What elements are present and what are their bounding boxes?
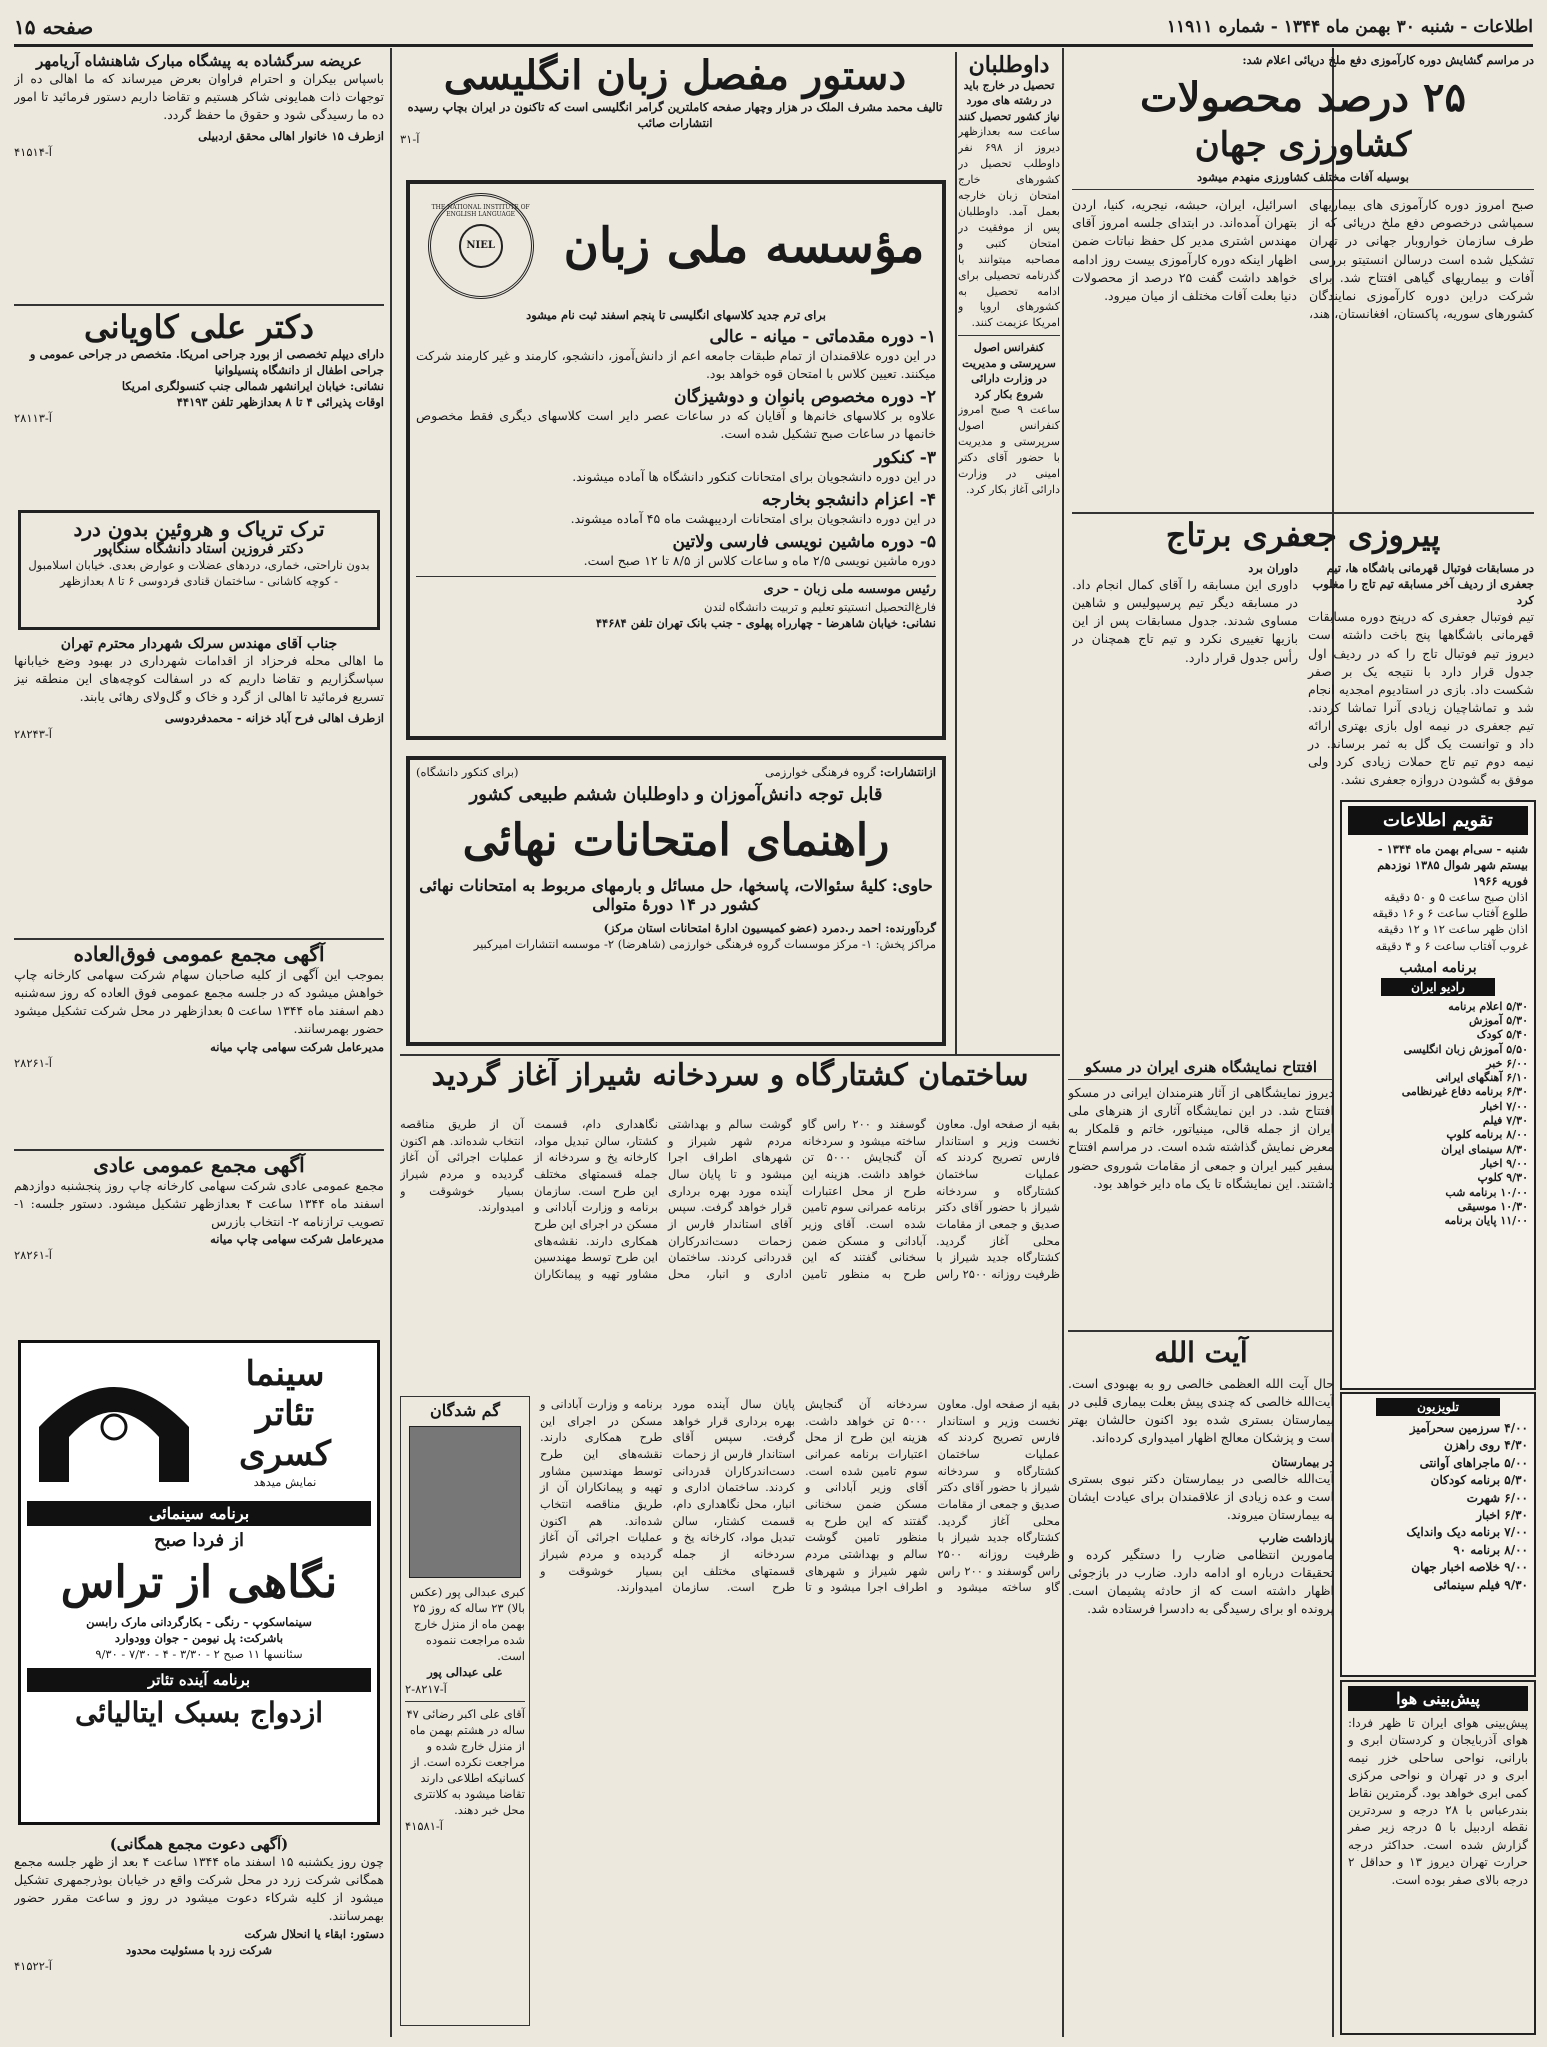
missing-person-photo xyxy=(409,1426,521,1578)
shiraz-headline: ساختمان کشتارگاه و سردخانه شیراز آغاز گردید xyxy=(431,1058,1029,1093)
letter-title: جناب آقای مهندس سرلک شهردار محترم تهران xyxy=(60,636,338,652)
institute-item-text: علاوه بر کلاسهای خانم‌ها و آقایان که در ساعات عصر دایر است کلاسهای دیگری فقط مخصوص خانمها در ساعات صبح تشکیل شده است. xyxy=(416,408,936,442)
exhibit-article xyxy=(1068,1058,1334,1328)
cinema-arch-icon xyxy=(29,1357,199,1487)
radio-program-item: ۱۰/۳۰ موسیقی xyxy=(1457,1199,1528,1213)
cinema-logo xyxy=(27,1357,199,1487)
institute-items xyxy=(416,327,936,570)
meeting-2-signature: مدیرعامل شرکت سهامی چاپ میانه xyxy=(210,1232,384,1247)
grammar-ad xyxy=(400,52,950,177)
missing-code-2: آ-۴۱۵۸۱ xyxy=(405,1819,443,1834)
radio-program-item: ۹/۳۰ کلوپ xyxy=(1477,1171,1528,1185)
divider xyxy=(400,1054,1060,1056)
cinema-next-label: برنامه آینده تئاتر xyxy=(27,1668,371,1692)
institute-ad xyxy=(406,180,946,740)
meeting-2-code: آ-۲۸۲۶۱ xyxy=(14,1248,52,1263)
radio-program-item: ۵/۳۰ اعلام برنامه xyxy=(1448,999,1528,1013)
tv-program-item: ۷/۰۰ برنامه دیک واندایک xyxy=(1406,1525,1528,1540)
institute-logo-initials: NIEL xyxy=(459,224,503,268)
agri-kicker: در مراسم گشایش دوره کارآموزی دفع ملخ دریائی اعلام شد: xyxy=(1242,53,1534,67)
exam-title: راهنمای امتحانات نهائی xyxy=(462,815,890,867)
cinema-next-film: ازدواج بسبک ایتالیائی xyxy=(74,1696,324,1730)
agri-body: صبح امروز دوره کارآموزی های بیماریهای سمپاشی درخصوص دفع ملخ دریائی که از طرف سازمان خواروبار جهانی در تهران تشکیل شده است درسالن انستیتو بررسی آفات و بیماریهای گیاهی افتتاح شد. برای شرکت دراین دوره کارآموزی نمایندگان کشورهای سوریه، پاکستان، افغانستان، هند، اسرائیل، ایران، حبشه، نیجریه، کنیا، اردن بتهران آمده‌اند. در ابتدای جلسه امروز آقای مهندس اشتری مدیر کل حفظ نباتات ضمن اظهار اینکه دوره کارآموزی بیست روز ادامه خواهد داشت گفت ۲۵ درصد از محصولات دنیا بعلت آفات مختلف از میان میرود. xyxy=(1072,197,1534,321)
cinema-credits: سینماسکوپ - رنگی - بکارگردانی مارک رابسن xyxy=(86,1615,312,1629)
tv-program-item: ۹/۳۰ فیلم سینمائی xyxy=(1433,1577,1528,1592)
doctor-name: دکتر علی کاویانی xyxy=(83,308,315,346)
meeting-2-title: آگهی مجمع عمومی عادی xyxy=(93,1153,305,1177)
tv-box xyxy=(1340,1392,1536,1677)
ayatollah-headline: آیت الله xyxy=(1154,1336,1248,1369)
tv-list xyxy=(1348,1420,1528,1594)
missing-text: کبری عبدالی پور (عکس بالا) ۲۳ ساله که روز ۲۵ بهمن ماه از منزل خارج شده مراجعت ننموده است. xyxy=(410,1585,525,1664)
meeting-ad-1 xyxy=(14,942,384,1147)
volunteers-article xyxy=(958,52,1060,1052)
shiraz-body-2: بقیه از صفحه اول. معاون نخست وزیر و استاندار فارس تصریح کردند که عملیات ساختمان کشتارگاه و سردخانه شیراز با حضور آقای دکتر صدیق و جمعی از مقامات محلی آغاز گردید. کشتارگاه جدید شیراز با ظرفیت روزانه ۲۵۰۰ راس گوسفند و ۲۰۰ راس گاو ساخته میشود و سردخانه آن گنجایش ۵۰۰۰ تن خواهد داشت. هزینه این طرح از محل اعتبارات برنامه عمرانی سوم تامین شده است. آقای وزیر آبادانی و مسکن ضمن سخنانی گفتند که این طرح به منظور تامین گوشت سالم و بهداشتی مردم شهر شیراز و شهرهای اطراف اجرا میشود و تا پایان سال آینده مورد بهره برداری قرار خواهد گرفت. سپس آقای استاندار فارس از زحمات دست‌اندرکاران قدردانی کردند. ساختمان اداری و انبار، محل نگاهداری دام، قسمت کشتار، سالن تبدیل مواد، کارخانه یخ و سردخانه از جمله قسمتهای مختلف این طرح است. سازمان برنامه و وزارت آبادانی و مسکن در اجرای این طرح همکاری دارند. نقشه‌های این طرح توسط مهندسین مشاور تهیه و پیمانکاران آن از طریق مناقصه انتخاب شده‌اند. هم اکنون عملیات اجرائی آن آغاز گردیده و مردم شیراز بسیار خوشوقت و امیدوارند. xyxy=(540,1397,1060,1595)
invite-ad xyxy=(14,1835,384,2035)
tv-program-item: ۵/۳۰ برنامه کودکان xyxy=(1430,1473,1528,1488)
doctor-address: نشانی: خیابان ایرانشهر شمالی جنب کنسولگری امریکا xyxy=(121,379,384,394)
ayatollah-body: حال آیت الله العظمی خالصی رو به بهبودی است. آیت‌الله خالصی که چندی پیش بعلت بیماری قلبی در بیمارستان بستری شده بود اکنون حالشان بهتر است و پزشکان معالج اظهار امیدواری کرده‌اند. xyxy=(1068,1376,1334,1446)
radio-program-item: ۹/۰۰ اخبار xyxy=(1480,1156,1528,1170)
missing-name: علی عبدالی پور xyxy=(427,1665,503,1680)
cinema-film-title: نگاهی از تراس xyxy=(60,1557,338,1608)
volunteers-subhead: تحصیل در خارج باید در رشته های مورد نیاز کشور تحصیل کنند xyxy=(958,79,1060,123)
exam-guide-ad xyxy=(406,756,946,1046)
missing-text-2: آقای علی اکبر رضائی ۴۷ ساله در هشتم بهمن ماه از منزل خارج شده و مراجعت نکرده است. از کسانیکه اطلاعی دارند تقاضا میشود به کلانتری محل خبر دهند. xyxy=(405,1701,525,1819)
divider xyxy=(14,938,384,940)
cinema-ad xyxy=(18,1340,380,1825)
publisher-name: گروه فرهنگی خوارزمی xyxy=(765,765,877,779)
institute-item-heading: ۲- دوره مخصوص بانوان و دوشیزگان xyxy=(674,387,936,408)
letter-ad xyxy=(14,636,384,936)
page-header xyxy=(14,10,1533,47)
radio-program-item: ۶/۳۰ برنامه دفاع غیرنظامی xyxy=(1401,1085,1528,1099)
meeting-1-title: آگهی مجمع عمومی فوق‌العاده xyxy=(73,942,325,966)
radio-program-item: ۱۱/۰۰ پایان برنامه xyxy=(1444,1214,1528,1228)
football-body: تیم فوتبال جعفری که درپنج دوره مسابقات قهرمانی باشگاهها پنج باخت داشته است دیروز تیم فوتبال تاج را که در ردیف اول جدول قرار دارد با نتیجه یک بر صفر شکست داد. بازی در استادیوم امجدیه انجام شد و تماشاچیان زیادی آنرا تماشا کردند. تیم جعفری در نیمه اول بازی بهتری ارائه داد و توانست یک گل به ثمر برساند. در نیمه دوم تیم تاج حملات زیادی کرد ولی موفق به گشودن دروازه جعفری نشد. xyxy=(1308,609,1534,788)
divider xyxy=(14,304,384,306)
header-issue: اطلاعات - شنبه ۳۰ بهمن ماه ۱۳۴۴ - شماره ۱۱۹۱۱ xyxy=(1166,17,1533,37)
ayatollah-article xyxy=(1068,1336,1334,2036)
tv-program-item: ۹/۰۰ خلاصه اخبار جهان xyxy=(1411,1560,1528,1575)
letter-signature: ازطرف اهالی فرح آباد خزانه - محمدفردوسی xyxy=(164,711,384,726)
almanac-box xyxy=(1340,800,1536,1390)
tonight-title: برنامه امشب xyxy=(1399,959,1477,976)
institute-logo-text: THE NATIONAL INSTITUTE OF ENGLISH LANGUAGE xyxy=(431,203,530,218)
institute-item-text: در این دوره دانشجویان برای امتحانات اردیبهشت ماه ۴۵ آماده میشوند. xyxy=(570,510,936,526)
shiraz-article xyxy=(400,1116,1060,2036)
cinema-name-3: کسری xyxy=(239,1433,331,1474)
volunteers-headline: داوطلبان xyxy=(968,52,1050,78)
tv-program-item: ۴/۳۰ روی راهزن xyxy=(1444,1438,1528,1453)
conference-body: ساعت ۹ صبح امروز کنفرانس اصول سرپرستی و مدیریت با حضور آقای دکتر امینی در وزارت دارائی آغاز بکار کرد. xyxy=(958,402,1060,496)
doctor-hours: اوقات پذیرائی ۴ تا ۸ بعدازظهر تلفن ۴۴۱۹۳ xyxy=(176,395,384,410)
agri-subhead: بوسیله آفات مختلف کشاورزی منهدم میشود xyxy=(1072,165,1534,190)
conference-headline: کنفرانس اصول سرپرستی و مدیریت در وزارت دارائی شروع بکار کرد xyxy=(958,335,1060,402)
doctor-body: دارای دیپلم تخصصی از بورد جراحی امریکا. متخصص در جراحی عمومی و جراحی اطفال از دانشگاه پنسیلوانیا xyxy=(29,347,384,378)
ayatollah-body-3: مامورین انتظامی ضارب را دستگیر کرده و تحقیقات درباره او ادامه دارد. ضارب در بازجوئی اظهار داشته است که از حادثه پشیمان است. پرونده او برای رسیدگی به دادسرا فرستاده شد. xyxy=(1068,1547,1334,1617)
tv-program-item: ۵/۰۰ ماجراهای آوانتی xyxy=(1419,1455,1528,1470)
institute-address: نشانی: خیابان شاهرضا - چهارراه پهلوی - جنب بانک تهران تلفن ۴۴۶۸۴ xyxy=(595,616,936,631)
tv-program-item: ۶/۰۰ شهرت xyxy=(1466,1490,1528,1505)
weather-title: پیش‌بینی هوا xyxy=(1348,1686,1528,1711)
almanac-line: غروب آفتاب ساعت ۶ و ۴ دقیقه xyxy=(1375,938,1528,953)
radio-program-item: ۶/۱۰ آهنگهای ایرانی xyxy=(1435,1071,1528,1085)
shiraz-body: بقیه از صفحه اول. معاون نخست وزیر و استاندار فارس تصریح کردند که عملیات ساختمان کشتارگاه و سردخانه شیراز با حضور آقای دکتر صدیق و جمعی از مقامات محلی آغاز گردید. کشتارگاه جدید شیراز با ظرفیت روزانه ۲۵۰۰ راس گوسفند و ۲۰۰ راس گاو ساخته میشود و سردخانه آن گنجایش ۵۰۰۰ تن خواهد داشت. هزینه این طرح از محل اعتبارات برنامه عمرانی سوم تامین شده است. آقای وزیر آبادانی و مسکن ضمن سخنانی گفتند که این طرح به منظور تامین گوشت سالم و بهداشتی مردم شهر شیراز و شهرهای اطراف اجرا میشود و تا پایان سال آینده مورد بهره برداری قرار خواهد گرفت. سپس آقای استاندار فارس از زحمات دست‌اندرکاران قدردانی کردند. ساختمان اداری و انبار، محل نگاهداری دام، قسمت کشتار، سالن تبدیل مواد، کارخانه یخ و سردخانه از جمله قسمتهای مختلف این طرح است. سازمان برنامه و وزارت آبادانی و مسکن در اجرای این طرح همکاری دارند. نقشه‌های این طرح توسط مهندسین مشاور تهیه و پیمانکاران آن از طریق مناقصه انتخاب شده‌اند. هم اکنون عملیات اجرائی آن آغاز گردیده و مردم شیراز بسیار خوشوقت و امیدوارند. xyxy=(400,1117,1060,1282)
header-page-number: صفحه ۱۵ xyxy=(14,15,94,39)
invite-body: چون روز یکشنبه ۱۵ اسفند ماه ۱۳۴۴ ساعت ۴ بعد از ظهر جلسه مجمع همگانی شرکت زرد در محل شرکت واقع در خیابان بوذرجمهری تشکیل میشود از کلیه شرکاء دعوت میشود در روز و ساعت مقرر حضور بهمرسانند. xyxy=(14,1854,384,1924)
petition-code: آ-۴۱۵۱۴ xyxy=(14,145,52,160)
addiction-ad xyxy=(18,510,380,630)
addiction-body: بدون ناراحتی، خماری، دردهای عضلات و عوارض بعدی. خیابان اسلامبول - کوچه کاشانی - ساختمان قنادی فردوسی ۶ تا ۸ بعدازظهر xyxy=(28,558,370,589)
addiction-title: ترک تریاک و هروئین بدون درد xyxy=(73,517,325,541)
agri-article xyxy=(1072,52,1534,512)
radio-program-item: ۸/۳۰ سینمای ایران xyxy=(1441,1142,1528,1156)
tv-label: تلویزیون xyxy=(1376,1398,1500,1416)
institute-item-heading: ۱- دوره مقدماتی - میانه - عالی xyxy=(709,327,936,348)
column-rule xyxy=(390,48,392,2037)
meeting-1-code: آ-۲۸۲۶۱ xyxy=(14,1055,52,1070)
divider xyxy=(14,1149,384,1151)
radio-list xyxy=(1348,1000,1528,1229)
institute-director: رئیس موسسه ملی زبان - حری xyxy=(763,581,936,597)
almanac-header: تقویم اطلاعات xyxy=(1348,806,1528,835)
invite-company: شرکت زرد با مسئولیت محدود xyxy=(125,1942,273,1957)
cinema-from: از فردا صبح xyxy=(153,1530,245,1551)
shiraz-body-continued xyxy=(540,1396,1060,2026)
meeting-ad-2 xyxy=(14,1153,384,1333)
institute-name: مؤسسه ملی زبان xyxy=(563,217,925,274)
letter-code: آ-۲۸۲۴۳ xyxy=(14,727,52,742)
ayatollah-body-2: آیت‌الله خالصی در بیمارستان دکتر نبوی بستری است و عده زیادی از علاقمندان برای عیادت ایشان به بیمارستان میروند. xyxy=(1068,1470,1334,1522)
weather-body: پیش‌بینی هوای ایران تا ظهر فردا: هوای آذربایجان و کردستان ابری و بارانی، نواحی ساحلی خزر نیمه ابری و در تهران و نواحی مرکزی کمی ابری خواهد بود. گرمترین نقاط بندرعباس با ۲۸ درجه و سردترین نقطه اردبیل با ۵ درجه زیر صفر گزارش شده است. حداکثر درجه حرارت تهران دیروز ۱۳ و حداقل ۲ درجه بالای صفر بوده است. xyxy=(1348,1716,1528,1887)
exam-note: (برای کنکور دانشگاه) xyxy=(416,765,519,779)
almanac-line: اذان صبح ساعت ۵ و ۵۰ دقیقه xyxy=(1383,890,1528,905)
football-headline: پیروزی جعفری برتاج xyxy=(1165,516,1441,554)
radio-program-item: ۷/۳۰ فیلم xyxy=(1482,1114,1528,1128)
institute-item-heading: ۵- دوره ماشین نویسی فارسی ولاتین xyxy=(672,531,936,552)
radio-program-item: ۷/۰۰ اخبار xyxy=(1480,1099,1528,1113)
institute-degree: فارغ‌التحصیل انستیتو تعلیم و تربیت دانشگاه لندن xyxy=(704,600,936,615)
missing-title: گم شدگان xyxy=(430,1401,500,1420)
publisher-label: ازانتشارات: xyxy=(879,765,936,779)
meeting-2-body: مجمع عمومی عادی شرکت سهامی کارخانه چاپ روز پنجشنبه دوازدهم اسفند ماه ۱۳۴۴ ساعت ۴ بعدازظهر تشکیل میشود. دستور جلسه: ۱- تصویب ترازنامه ۲- انتخاب بازرس xyxy=(14,1178,384,1230)
tv-program-item: ۶/۳۰ اخبار xyxy=(1476,1507,1528,1522)
almanac-line: اذان ظهر ساعت ۱۲ و ۱۲ دقیقه xyxy=(1377,922,1528,937)
tv-program-item: ۸/۰۰ برنامه ۹۰ xyxy=(1453,1542,1528,1557)
letter-body: ما اهالی محله فرحزاد از اقدامات شهرداری در بهبود وضع خیابانها سپاسگزاریم و تقاضا داریم که در اسفالت کوچه‌های این منطقه نیز تسریع فرمائید تا اهالی از گرد و خاک و گل‌ولای رهائی یابند. xyxy=(14,653,384,705)
football-subhead-2: داوران برد xyxy=(1248,561,1298,575)
institute-item-text: در این دوره علاقمندان از تمام طبقات جامعه اعم از دانش‌آموز، دانشجو، کارمند و غیر کارمند شرکت میکنند. تعیین کلاس با امتحان قوه خواهد بود. xyxy=(416,348,936,382)
petition-ad xyxy=(14,52,384,302)
football-article xyxy=(1072,516,1534,796)
cinema-name-1: سینما xyxy=(245,1353,325,1394)
institute-item-text: در این دوره دانشجویان برای امتحانات کنکور دانشگاه ها آماده میشوند. xyxy=(572,468,936,484)
cinema-name-2: تئاتر xyxy=(255,1393,315,1434)
shiraz-headline-block xyxy=(400,1058,1060,1112)
doctor-ad xyxy=(14,308,384,508)
institute-logo xyxy=(428,193,534,299)
almanac-date: شنبه - سی‌ام بهمن ماه ۱۳۴۴ - بیستم شهر شوال ۱۳۸۵ نوزدهم فوریه ۱۹۶۶ xyxy=(1377,842,1528,889)
ayatollah-subhead: در بیمارستان xyxy=(1271,1454,1334,1469)
football-body-2: داوری این مسابقه را آقای کمال انجام داد. در مسابقه دیگر تیم پرسپولیس و شاهین مساوی شدند. جدول مسابقات پس از این بازیها تغییری نکرد و تیم تاج همچنان در رأس جدول قرار دارد. xyxy=(1072,577,1298,665)
institute-intro: برای ترم جدید کلاسهای انگلیسی تا پنجم اسفند ثبت نام میشود xyxy=(526,308,826,322)
radio-program-item: ۸/۰۰ برنامه کلوپ xyxy=(1446,1128,1528,1142)
weather-box xyxy=(1340,1680,1536,2035)
volunteers-body: ساعت سه بعدازظهر دیروز از ۶۹۸ نفر داوطلب تحصیل در کشورهای خارج امتحان زبان خارجه بعمل آمد. داوطلبان پس از موفقیت در امتحان کتبی و مصاحبه میتوانند با گذرنامه تحصیلی برای ادامه تحصیل به کشورهای اروپا و امریکا عزیمت کنند. xyxy=(958,125,1060,330)
exam-author: گردآورنده: احمد ر.دمرد (عضو کمیسیون ادارهٔ امتحانات استان مرکز) xyxy=(603,921,936,936)
cinema-cast: باشرکت: پل نیومن - جوان وودوارد xyxy=(114,1631,284,1646)
tv-program-item: ۴/۰۰ سرزمین سحرآمیز xyxy=(1409,1421,1528,1435)
missing-box xyxy=(400,1396,530,2026)
cinema-program: برنامه سینمائی xyxy=(27,1501,371,1526)
invite-agenda: دستور: ابقاء یا انحلال شرکت xyxy=(244,1926,384,1941)
invite-title: (آگهی دعوت مجمع همگانی) xyxy=(109,1835,289,1853)
divider xyxy=(1072,512,1534,514)
agri-headline-2: کشاورزی جهان xyxy=(1194,125,1412,166)
petition-signature: ازطرف ۱۵ خانوار اهالی محقق اردبیلی xyxy=(198,129,384,144)
almanac-line: طلوع آفتاب ساعت ۶ و ۱۶ دقیقه xyxy=(1372,906,1528,921)
divider xyxy=(1068,1330,1334,1332)
petition-body: باسپاس بیکران و احترام فراوان بعرض میرساند که ما اهالی ده از توجهات ذات همایونی شاکر هستیم و تقاضا داریم دستور فرمائید تا امور ده ما رسیدگی شود و حقوق ما حفظ گردد. xyxy=(14,71,384,123)
cinema-show: نمایش میدهد xyxy=(253,1474,317,1489)
column-rule xyxy=(1062,48,1064,2037)
meeting-1-body: بموجب این آگهی از کلیه صاحبان سهام شرکت سهامی کارخانه چاپ خواهش میشود که در جلسه مجمع عمومی فوق العاده که روز سه‌شنبه دهم اسفند ماه ۱۳۴۴ ساعت ۵ بعدازظهر در محل شرکت تشکیل میشود حضور بهمرسانند. xyxy=(14,967,384,1037)
ad-code: آ-۳۱ xyxy=(400,132,420,147)
invite-code: آ-۴۱۵۲۲ xyxy=(14,1958,52,1973)
exhibit-body: دیروز نمایشگاهی از آثار هنرمندان ایرانی در مسکو افتتاح شد. در این نمایشگاه آثاری از هنرهای ملی ایران از جمله قالی، مینیاتور، خاتم و قلمکار به معرض نمایش گذاشته شده است. در مراسم افتتاح سفیر کبیر ایران و جمعی از مقامات شوروی حضور داشتند. این نمایشگاه تا یک ماه دایر خواهد بود. xyxy=(1068,1085,1334,1191)
radio-label: رادیو ایران xyxy=(1381,978,1495,996)
institute-item-text: دوره ماشین نویسی ۲/۵ ماه و ساعات کلاس از ۸/۵ تا ۱۲ صبح است. xyxy=(583,552,936,568)
exam-tagline: قابل توجه دانش‌آموزان و داوطلبان ششم طبیعی کشور xyxy=(469,784,883,806)
radio-program-item: ۵/۴۰ کودک xyxy=(1476,1028,1528,1042)
doctor-code: آ-۲۸۱۱۳ xyxy=(14,411,52,426)
addiction-sub: دکتر فروزین استاد دانشگاه سنگاپور xyxy=(94,541,304,557)
grammar-ad-title: دستور مفصل زبان انگلیسی xyxy=(443,52,907,99)
cinema-times: سئانسها ۱۱ صبح ۲ - ۳/۳۰ - ۴ - ۷/۳۰ - ۹/۳۰ xyxy=(95,1647,303,1662)
agri-headline: ۲۵ درصد محصولات xyxy=(1140,74,1466,122)
exam-distribution: مراکز پخش: ۱- مرکز موسسات گروه فرهنگی خوارزمی (شاهرضا) ۲- موسسه انتشارات امیرکبیر xyxy=(473,937,936,952)
institute-item-heading: ۴- اعزام دانشجو بخارجه xyxy=(761,489,936,510)
petition-title: عریضه سرگشاده به پیشگاه مبارک شاهنشاه آریامهر xyxy=(36,52,362,70)
column-rule xyxy=(955,52,957,1054)
meeting-1-signature: مدیرعامل شرکت سهامی چاپ میانه xyxy=(210,1039,384,1054)
ayatollah-subhead-2: بازداشت ضارب xyxy=(1258,1530,1334,1545)
exam-desc: حاوی: کلیهٔ سئوالات، پاسخها، حل مسائل و بارمهای مربوط به امتحانات نهائی کشور در ۱۴ دورهٔ متوالی xyxy=(419,876,933,915)
radio-program-item: ۵/۵۰ آموزش زبان انگلیسی xyxy=(1403,1042,1528,1056)
grammar-ad-sub: تالیف محمد مشرف الملک در هزار وچهار صفحه کاملترین گرامر انگلیسی است که تاکنون در ایران بچاپ رسیده انتشارات صائب xyxy=(407,100,943,131)
radio-program-item: ۱۰/۰۰ برنامه شب xyxy=(1445,1185,1528,1199)
institute-item-heading: ۳- کنکور xyxy=(874,447,936,468)
football-subhead: در مسابقات فوتبال قهرمانی باشگاه ها، تیم جعفری از ردیف آخر مسابقه تیم تاج را مغلوب کرد xyxy=(1312,561,1534,608)
radio-program-item: ۶/۰۰ خبر xyxy=(1486,1056,1528,1070)
radio-program-item: ۵/۳۰ آموزش xyxy=(1469,1013,1528,1027)
missing-code: آ-۸۲۱۷-۲ xyxy=(405,1681,447,1696)
exhibit-headline: افتتاح نمایشگاه هنری ایران در مسکو xyxy=(1068,1058,1334,1080)
